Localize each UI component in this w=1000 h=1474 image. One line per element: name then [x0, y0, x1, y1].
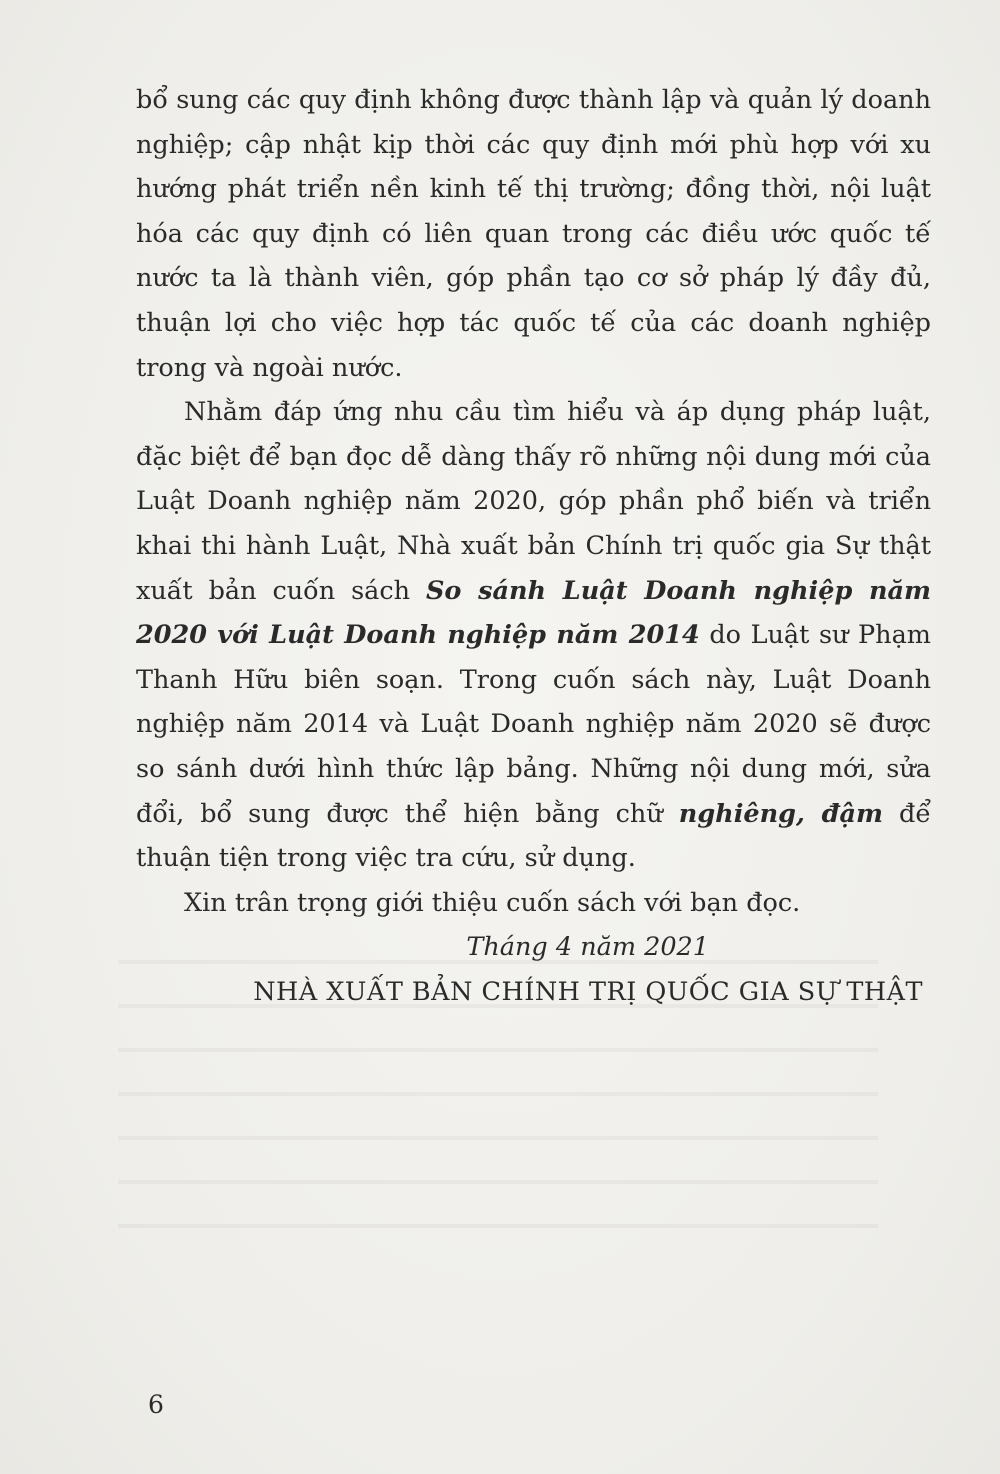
- signature-date: Tháng 4 năm 2021: [466, 932, 709, 963]
- emphasis-text: nghiêng, đậm: [678, 798, 883, 829]
- paragraph-2-intro: Nhằm đáp ứng nhu cầu tìm hiểu và áp dụng pháp luật, đặc biệt để bạn đọc dễ dàng thấy rõ những nội dung mới của Luật Doanh nghiệp năm 2020, góp phần phổ biến và triển khai thi hành Luật, Nhà xuất bản Chính trị quốc gia Sự thật xuất bản cuốn sách: [136, 397, 931, 606]
- book-title: So sánh Luật Doanh nghiệp năm 2020 với Luật Doanh nghiệp năm 2014: [136, 575, 932, 651]
- paragraph-2-middle: do Luật sư Phạm Thanh Hữu biên soạn. Trong cuốn sách này, Luật Doanh nghiệp năm 2014 và Luật Doanh nghiệp năm 2020 sẽ được so sánh dưới hình thức lập bảng. Những nội dung mới, sửa đổi, bổ sung được thể hiện bằng chữ: [136, 620, 931, 829]
- paragraph-1: bổ sung các quy định không được thành lập và quản lý doanh nghiệp; cập nhật kịp thời các quy định mới phù hợp với xu hướng phát triển nền kinh tế thị trường; đồng thời, nội luật hóa các quy định có liên quan trong các điều ước quốc tế nước ta là thành viên, góp phần tạo cơ sở pháp lý đầy đủ, thuận lợi cho việc hợp tác quốc tế của các doanh nghiệp trong và ngoài nước.: [136, 85, 931, 383]
- body-text: [136, 78, 931, 1014]
- page-number: 6: [148, 1390, 164, 1419]
- paragraph-3: Xin trân trọng giới thiệu cuốn sách với bạn đọc.: [184, 887, 801, 918]
- signature-publisher: NHÀ XUẤT BẢN CHÍNH TRỊ QUỐC GIA SỰ THẬT: [253, 976, 923, 1007]
- paragraph-2: [136, 390, 931, 881]
- paragraph-2-end: để thuận tiện trong việc tra cứu, sử dụng.: [136, 798, 932, 874]
